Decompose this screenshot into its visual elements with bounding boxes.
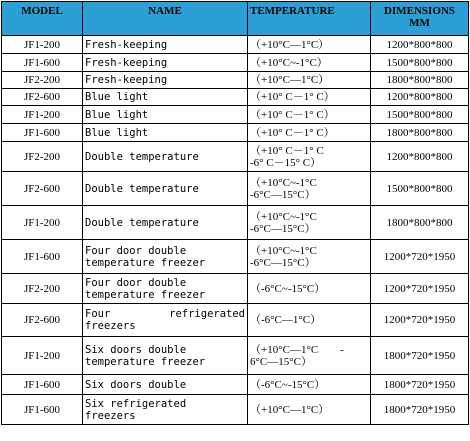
model-cell: JF1-200 [2, 36, 83, 54]
model-cell: JF1-600 [2, 240, 83, 274]
temperature-line: （+10°C~-1°C） [250, 56, 328, 69]
dimensions-cell: 1800*720*1950 [371, 395, 469, 425]
name-line: Six doors double [85, 378, 187, 391]
temperature-cell [248, 72, 371, 89]
temperature-line: -6°C—15°C） [250, 188, 316, 201]
dimensions-cell: 1800*800*800 [371, 124, 469, 142]
header-dimensions-line2: MM [409, 17, 430, 29]
temperature-line: （+10°C—1°C - [250, 343, 344, 356]
model-cell: JF2-200 [2, 142, 83, 172]
dimensions-cell: 1500*800*800 [371, 172, 469, 206]
name-line: Fresh-keeping [85, 56, 168, 69]
temperature-line: （+10° C－1° C [250, 144, 324, 157]
temperature-cell [248, 274, 371, 304]
temperature-line: 6°C—15°C） [250, 355, 312, 368]
name-cell [83, 106, 248, 124]
dimensions-cell: 1200*800*800 [371, 89, 469, 106]
dimensions-cell: 1800*720*1950 [371, 337, 469, 375]
temperature-line: （+10°C—1°C） [250, 74, 330, 86]
temperature-line: （+10°C~-1°C [250, 244, 317, 257]
name-line: Four door double [85, 244, 187, 257]
name-line: freezers [85, 409, 136, 422]
model-cell: JF1-600 [2, 375, 83, 395]
table-row [2, 337, 469, 375]
temperature-cell [248, 395, 371, 425]
temperature-line: （+10°C~-1°C [250, 176, 317, 189]
dimensions-cell: 1200*720*1950 [371, 304, 469, 337]
temperature-line: （+10° C－1° C） [250, 91, 335, 103]
table-row [2, 36, 469, 54]
dimensions-cell: 1500*800*800 [371, 54, 469, 72]
temperature-line: （+10° C－1° C） [250, 126, 335, 139]
name-cell [83, 54, 248, 72]
name-cell [83, 142, 248, 172]
model-cell: JF2-600 [2, 172, 83, 206]
name-cell [83, 304, 248, 337]
temperature-cell [248, 206, 371, 240]
dimensions-cell: 1500*800*800 [371, 106, 469, 124]
model-cell: JF1-600 [2, 395, 83, 425]
name-line: Blue light [85, 91, 149, 103]
temperature-line: （-6°C—1°C） [250, 314, 322, 326]
name-line: Fresh-keeping [85, 74, 168, 86]
table-row [2, 172, 469, 206]
name-cell [83, 124, 248, 142]
name-cell [83, 240, 248, 274]
temperature-cell [248, 375, 371, 395]
temperature-line: -6°C—15°C） [250, 256, 316, 269]
header-row [2, 2, 469, 36]
header-dimensions-line1: DIMENSIONS [384, 5, 455, 17]
temperature-cell [248, 142, 371, 172]
model-cell: JF2-200 [2, 274, 83, 304]
table-row [2, 72, 469, 89]
name-cell [83, 395, 248, 425]
temperature-cell [248, 304, 371, 337]
name-line: Double temperature [85, 182, 199, 195]
name-cell [83, 274, 248, 304]
name-line: Double temperature [85, 216, 199, 229]
table-row [2, 124, 469, 142]
name-cell [83, 36, 248, 54]
temperature-line: （+10°C—1°C） [250, 403, 330, 416]
temperature-cell [248, 124, 371, 142]
name-line: Four refrigerated [85, 308, 245, 320]
name-line: temperature freezer [85, 256, 206, 269]
temperature-cell [248, 172, 371, 206]
table-row [2, 274, 469, 304]
temperature-line: -6°C—15°C） [250, 222, 316, 235]
temperature-cell [248, 89, 371, 106]
temperature-cell [248, 106, 371, 124]
header-model: MODEL [2, 2, 83, 36]
name-cell [83, 375, 248, 395]
header-name: NAME [83, 2, 248, 36]
dimensions-cell: 1800*800*800 [371, 206, 469, 240]
dimensions-cell: 1200*800*800 [371, 142, 469, 172]
temperature-cell [248, 36, 371, 54]
name-line: Six refrigerated [85, 397, 187, 410]
temperature-cell [248, 54, 371, 72]
header-temperature: TEMPERATURE [248, 2, 371, 36]
temperature-line: （+10° C－1° C） [250, 108, 335, 121]
name-line: temperature freezer [85, 355, 206, 368]
table-row [2, 395, 469, 425]
model-cell: JF1-200 [2, 206, 83, 240]
name-cell [83, 89, 248, 106]
table-row [2, 375, 469, 395]
name-cell [83, 172, 248, 206]
temperature-cell [248, 240, 371, 274]
table-row [2, 89, 469, 106]
dimensions-cell: 1200*720*1950 [371, 274, 469, 304]
temperature-line: （+10°C~-1°C [250, 210, 317, 223]
name-line: Four door double [85, 276, 187, 289]
table-row [2, 142, 469, 172]
name-line: freezers [85, 320, 136, 332]
model-cell: JF1-200 [2, 106, 83, 124]
header-dimensions [371, 2, 469, 36]
table-row [2, 240, 469, 274]
name-cell [83, 337, 248, 375]
name-line: Blue light [85, 126, 149, 139]
name-line: Double temperature [85, 150, 199, 163]
dimensions-cell: 1800*800*800 [371, 72, 469, 89]
temperature-line: （-6°C~-15°C） [250, 282, 326, 295]
model-cell: JF1-200 [2, 337, 83, 375]
model-cell: JF2-600 [2, 304, 83, 337]
dimensions-cell: 1200*800*800 [371, 36, 469, 54]
name-cell [83, 72, 248, 89]
dimensions-cell: 1200*720*1950 [371, 240, 469, 274]
name-line: Six doors double [85, 343, 187, 356]
model-cell: JF2-600 [2, 89, 83, 106]
spec-table [1, 1, 469, 425]
dimensions-cell: 1800*720*1950 [371, 375, 469, 395]
table-row [2, 304, 469, 337]
temperature-line: （-6°C~-15°C） [250, 378, 326, 391]
temperature-cell [248, 337, 371, 375]
table-row [2, 106, 469, 124]
model-cell: JF1-600 [2, 54, 83, 72]
model-cell: JF2-200 [2, 72, 83, 89]
spec-table-body [2, 2, 469, 425]
table-row [2, 206, 469, 240]
name-line: Blue light [85, 108, 149, 121]
name-line: Fresh-keeping [85, 38, 168, 51]
table-row [2, 54, 469, 72]
temperature-line: （+10°C—1°C） [250, 38, 330, 51]
name-cell [83, 206, 248, 240]
temperature-line: -6° C－15° C） [250, 156, 322, 169]
name-line: temperature freezer [85, 288, 206, 301]
model-cell: JF1-600 [2, 124, 83, 142]
